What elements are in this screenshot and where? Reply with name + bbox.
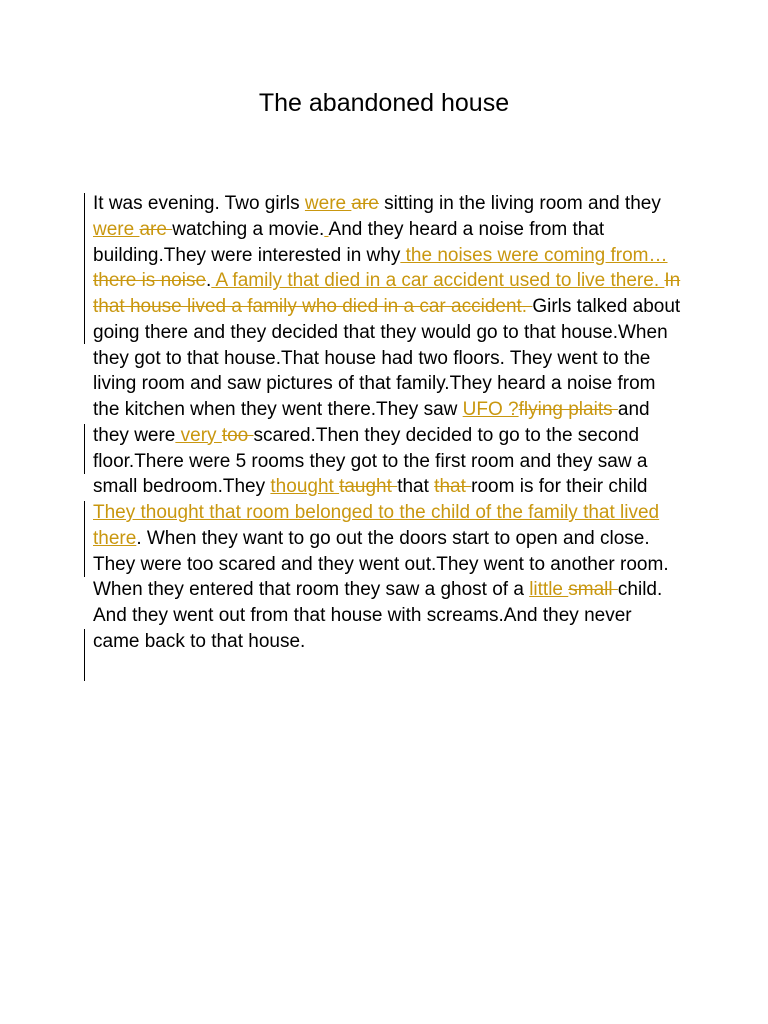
deleted-text: small [568, 579, 618, 601]
deleted-text: there is noise [93, 270, 207, 292]
change-bar [84, 501, 85, 577]
body-text-run: Girls talked about going there and they decided that they would go to that house.When they got to that house.That house had two floors. They went to the living room and saw pictures of that family.They heard a noise from the kitchen when they went there.They saw [93, 296, 681, 420]
body-text-run: and they were [93, 399, 650, 446]
inserted-text: were [304, 193, 352, 214]
body-text-run: And they went out from that house with screams.And they never came back to that house. [93, 605, 632, 652]
deleted-text: that [434, 476, 472, 498]
body-text-run: They were too scared and they went out.They went to another room. When they entered that room they saw a ghost of a [93, 553, 669, 601]
deleted-text: taught [339, 476, 398, 498]
body-text-run: sitting in the living room and they [378, 193, 661, 214]
deleted-text: In that house lived a family who died in a car accident. [93, 270, 681, 317]
inserted-text: thought [270, 476, 340, 498]
paragraph [93, 552, 683, 655]
deleted-text: are [351, 193, 379, 214]
inserted-text: very [175, 424, 222, 446]
change-bar [84, 424, 85, 474]
inserted-text: UFO ? [462, 399, 519, 420]
body-text-run: . When they want to go out the doors start to open and close. [136, 527, 650, 549]
change-bar [84, 193, 85, 344]
paragraph [93, 191, 683, 552]
inserted-text: They thought that room belonged to the child of the family that lived there [93, 502, 660, 549]
deleted-text: too [221, 424, 254, 446]
inserted-text: were [93, 218, 140, 240]
deleted-text: are [139, 218, 173, 240]
document-title: The abandoned house [258, 89, 510, 117]
body-text-run: watching a movie. [172, 218, 325, 240]
body-text-run: And they heard a noise from that building.They were interested in why [93, 218, 605, 266]
body-text-run: . [206, 270, 212, 292]
body-text-run: that [397, 476, 435, 498]
body-text-run: child. [617, 579, 663, 601]
inserted-text: little [529, 579, 569, 601]
body-text-run: scared.Then they decided to go to the second floor.There were 5 rooms they got to the first room and they saw a small bedroom.They [93, 424, 648, 498]
document-body [93, 191, 683, 655]
body-text-run: It was evening. Two girls [93, 193, 305, 214]
body-text-run: room is for their child [471, 476, 648, 498]
inserted-text: A family that died in a car accident used to live there. [211, 270, 665, 292]
change-bar [84, 629, 85, 681]
inserted-text: the noises were coming from… [400, 244, 668, 266]
deleted-text: flying plaits [518, 399, 618, 420]
